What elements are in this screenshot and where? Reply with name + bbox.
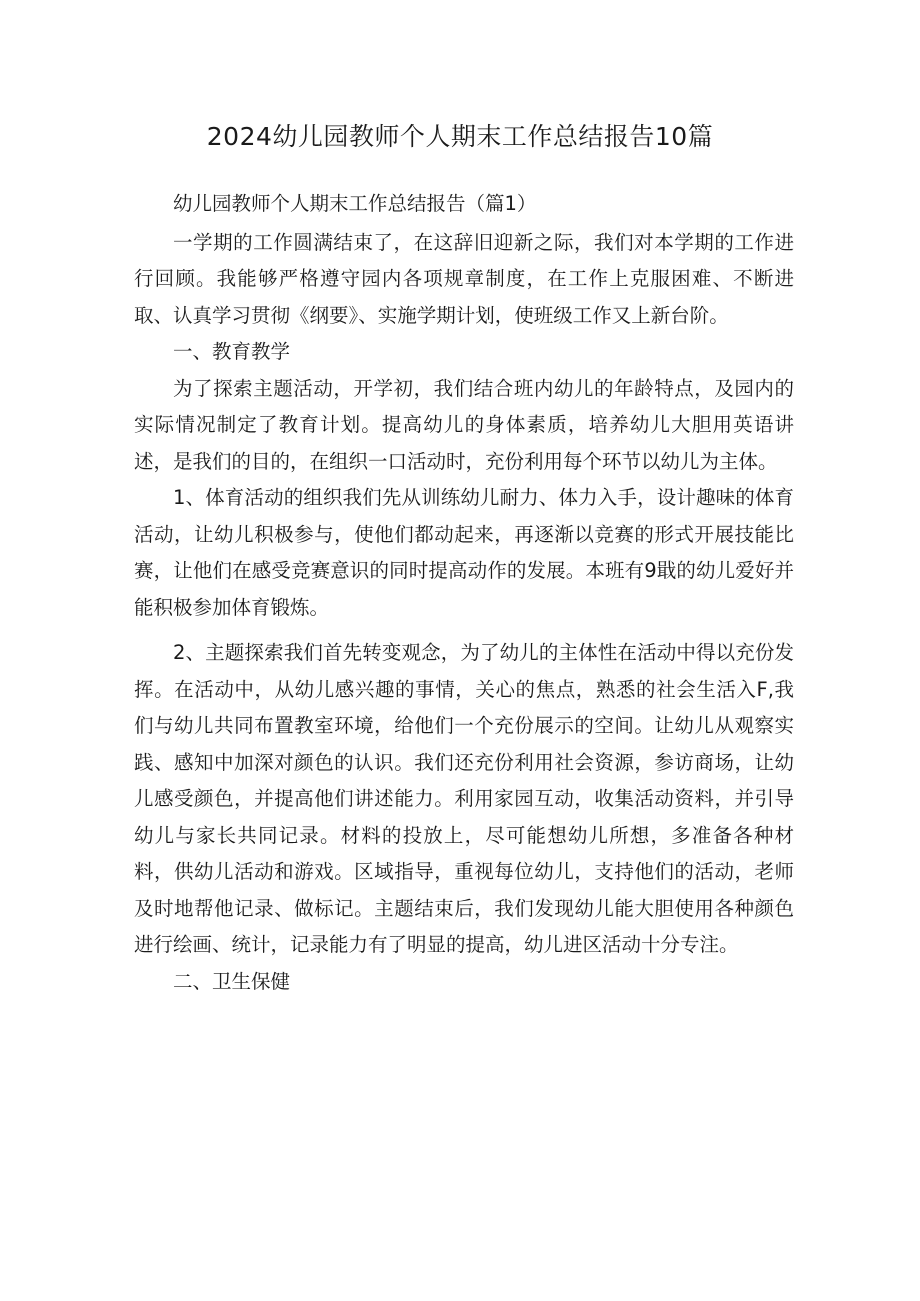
teaching-paragraph: 为了探索主题活动，开学初，我们结合班内幼儿的年龄特点，及园内的实际情况制定了教育计划。提高幼儿的身体素质，培养幼儿大胆用英语讲述，是我们的目的，在组织一口活动时，充份利用每个环节以幼儿为主体。 — [134, 376, 794, 473]
section-heading-teaching: 一、教育教学 — [173, 340, 291, 363]
section-heading-health: 二、卫生保健 — [173, 969, 291, 993]
intro-paragraph: 一学期的工作圆满结束了，在这辞旧迎新之际，我们对本学期的工作进行回顾。我能够严格遵守园内各项规章制度，在工作上克服困难、不断进取、认真学习贯彻《纲要》、实施学期计划，使班级工作又上新台阶。 — [134, 230, 794, 327]
document-title: 2024幼儿园教师个人期末工作总结报告10篇 — [206, 122, 714, 151]
sports-paragraph: 1、体育活动的组织我们先从训练幼儿耐力、体力入手，设计趣味的体育活动，让幼儿积极参与，使他们都动起来，再逐渐以竞赛的形式开展技能比赛，让他们在感受竞赛意识的同时提高动作的发展。本班有9戢的幼儿爱好并能积极参加体育锻炼。 — [134, 486, 794, 619]
theme-paragraph: 2、主题探索我们首先转变观念，为了幼儿的主体性在活动中得以充份发挥。在活动中，从幼儿感兴趣的事情，关心的焦点，熟悉的社会生活入F,我们与幼儿共同布置教室环境，给他们一个充份展示的空间。让幼儿从观察实践、感知中加深对颜色的认识。我们还充份利用社会资源，参访商场，让幼儿感受颜色，并提高他们讲述能力。利用家园互动，收集活动资料，并引导幼儿与家长共同记录。材料的投放上，尽可能想幼儿所想，多准备各种材料，供幼儿活动和游戏。区域指导，重视每位幼儿，支持他们的活动，老师及时地帮他记录、做标记。主题结束后，我们发现幼儿能大胆使用各种颜色进行绘画、统计，记录能力有了明显的提高，幼儿进区活动十分专注。 — [134, 641, 794, 956]
document-body — [134, 186, 794, 1000]
section-subtitle: 幼儿园教师个人期末工作总结报告（篇1） — [173, 192, 537, 215]
